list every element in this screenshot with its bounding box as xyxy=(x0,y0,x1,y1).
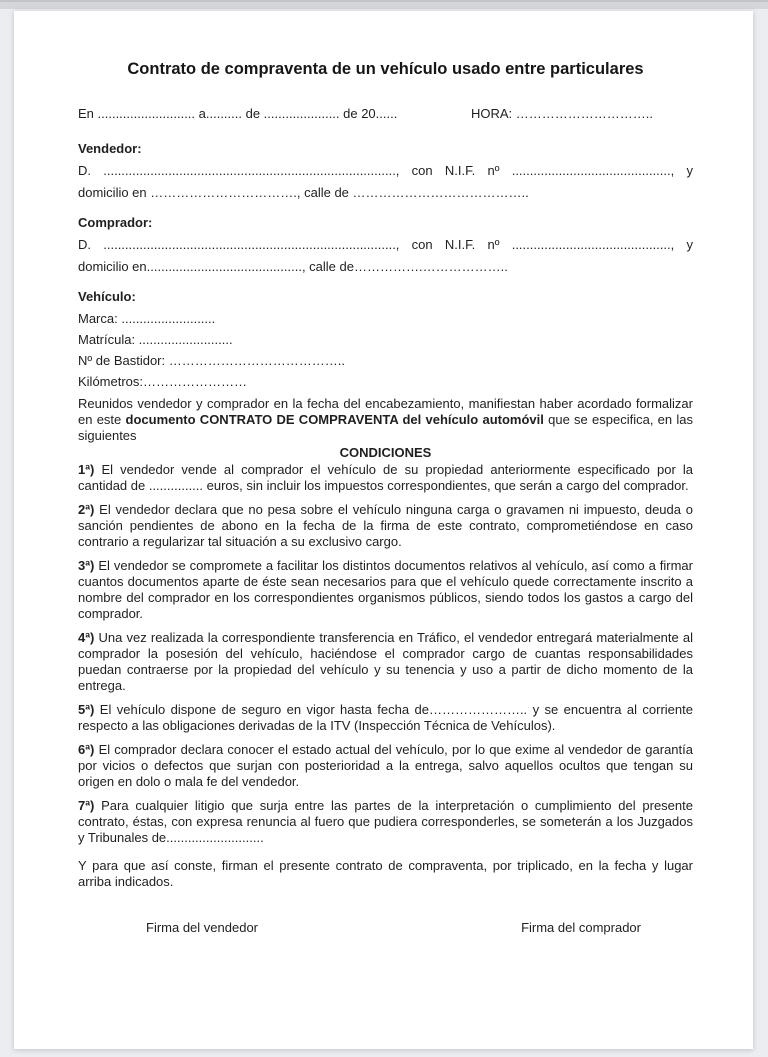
photo-background-top-edge xyxy=(0,0,768,9)
vehiculo-section xyxy=(78,286,693,392)
comprador-heading: Comprador: xyxy=(78,215,153,230)
closing-paragraph: Y para que así conste, firman el presente contrato de compraventa, por triplicado, en la fecha y lugar arriba indicados. xyxy=(78,858,693,889)
signature-row xyxy=(78,920,693,936)
comprador-section xyxy=(78,212,693,278)
vendedor-heading: Vendedor: xyxy=(78,141,142,156)
condicion-5-text: El vehículo dispone de seguro en vigor hasta fecha de………………….. y se encuentra al corriente respecto a las obligaciones derivadas de la ITV (Inspección Técnica de Vehículos). xyxy=(78,702,693,733)
vehiculo-kilometros-field: Kilómetros:…………………… xyxy=(78,374,248,389)
condicion-2-number: 2ª) xyxy=(78,502,95,517)
condicion-7 xyxy=(78,798,693,846)
vehiculo-heading: Vehículo: xyxy=(78,289,136,304)
condicion-4-text: Una vez realizada la correspondiente transferencia en Tráfico, el vendedor entregará materialmente al comprador la posesión del vehículo, haciéndose el comprador cargo de cuantas responsabilidades puedan contraerse por la propiedad del vehículo y su tenencia y uso a partir de dicho momento de la entrega. xyxy=(78,630,693,693)
vehiculo-matricula-field: Matrícula: .......................... xyxy=(78,332,233,347)
condicion-6-number: 6ª) xyxy=(78,742,95,757)
condiciones-heading: CONDICIONES xyxy=(339,445,432,460)
condicion-3-number: 3ª) xyxy=(78,558,95,573)
hora-blank: HORA: ………………………….. xyxy=(470,106,653,121)
condicion-6-text: El comprador declara conocer el estado actual del vehículo, por lo que exime al vendedor de garantía por vicios o defectos que surjan con posterioridad a la entrega, salvo aquellos ocultos que tengan su origen en dolo o mala fe del vendedor. xyxy=(78,742,693,789)
intro-text-lead: Reunidos vendedor y comprador en la fecha del encabezamiento, manifiestan haber acordado formalizar en este xyxy=(78,396,693,427)
contract-page xyxy=(14,11,753,1049)
date-line xyxy=(78,105,693,123)
vendedor-section xyxy=(78,138,693,204)
intro-text-tail: que se especifica, en las siguientes xyxy=(78,412,693,443)
intro-text-bold: documento CONTRATO DE COMPRAVENTA del vehículo automóvil xyxy=(125,412,544,427)
comprador-identity-line: D. ................................................................................., con N.I.F. nº ............................................, y xyxy=(78,237,693,252)
vendedor-address-line: domicilio en ……………………………., calle de ………………………………….. xyxy=(78,185,529,200)
condicion-1 xyxy=(78,462,693,494)
condicion-4 xyxy=(78,630,693,694)
condicion-7-number: 7ª) xyxy=(78,798,95,813)
condicion-2-text: El vendedor declara que no pesa sobre el vehículo ninguna carga o gravamen ni impuesto, deuda o sanción pendientes de abono en la fecha de la firma de este contrato, comprometiéndose en caso contrario a regularizar tal situación a su exclusivo cargo. xyxy=(78,502,693,549)
vendedor-identity-line: D. ................................................................................., con N.I.F. nº ............................................, y xyxy=(78,163,693,178)
comprador-signature-label: Firma del comprador xyxy=(521,920,641,935)
condicion-2 xyxy=(78,502,693,550)
intro-paragraph xyxy=(78,396,693,444)
vehiculo-marca-field: Marca: .......................... xyxy=(78,311,216,326)
condicion-1-text: El vendedor vende al comprador el vehículo de su propiedad anteriormente especificado por la cantidad de ............... euros, sin incluir los impuestos correspondientes, que serán a cargo del comprador. xyxy=(78,462,693,493)
condicion-3-text: El vendedor se compromete a facilitar los distintos documentos relativos al vehículo, así como a firmar cuantos documentos aparte de éste sean necesarios para que el vehículo quede correctamente inscrito a nombre del comprador en los correspondientes organismos públicos, siendo todos los gastos a cargo del comprador. xyxy=(78,558,693,621)
vendedor-signature-label: Firma del vendedor xyxy=(146,920,258,935)
condicion-4-number: 4ª) xyxy=(78,630,95,645)
condicion-1-number: 1ª) xyxy=(78,462,95,477)
condicion-5-number: 5ª) xyxy=(78,702,95,717)
place-date-blank: En ........................... a.......... de ..................... de 20...... xyxy=(78,106,398,121)
condicion-3 xyxy=(78,558,693,622)
vehiculo-bastidor-field: Nº de Bastidor: ………………………………….. xyxy=(78,353,345,368)
condicion-7-text: Para cualquier litigio que surja entre las partes de la interpretación o cumplimiento del presente contrato, éstas, con expresa renuncia al fuero que pudiera corresponderles, se someterán a los Juzgados y Tribunales de........................... xyxy=(78,798,693,845)
comprador-address-line: domicilio en..........................................., calle de…………….……………….. xyxy=(78,259,508,274)
document-title: Contrato de compraventa de un vehículo usado entre particulares xyxy=(127,60,644,78)
condicion-5 xyxy=(78,702,693,734)
condicion-6 xyxy=(78,742,693,790)
